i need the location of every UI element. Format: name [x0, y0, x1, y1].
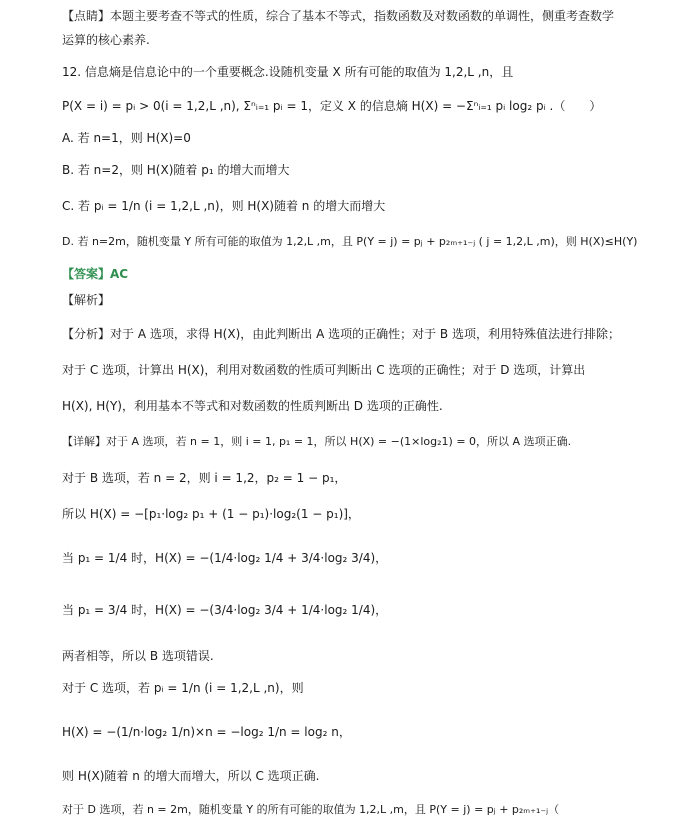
text-line: 【详解】对于 A 选项，若 n = 1，则 i = 1, p₁ = 1，所以 H(X) = −(1×log₂1) = 0，所以 A 选项正确. [62, 435, 572, 448]
text-line: D. 若 n=2m，随机变量 Y 所有可能的取值为 1,2,L ,m，且 P(Y = j) = pⱼ + p₂ₘ₊₁₋ⱼ ( j = 1,2,L ,m)，则 H(X)≤H(Y) [62, 235, 638, 248]
text-line: 两者相等，所以 B 选项错误. [62, 649, 214, 663]
text-line: B. 若 n=2，则 H(X)随着 p₁ 的增大而增大 [62, 163, 290, 177]
text-line: 【点睛】本题主要考查不等式的性质，综合了基本不等式，指数函数及对数函数的单调性，侧重考查数学 [62, 9, 615, 23]
text-line: C. 若 pᵢ = 1/n (i = 1,2,L ,n)，则 H(X)随着 n 的增大而增大 [62, 199, 386, 213]
text-line: 运算的核心素养. [62, 33, 150, 47]
text-line: P(X = i) = pᵢ > 0(i = 1,2,L ,n), Σⁿᵢ₌₁ pᵢ = 1，定义 X 的信息熵 H(X) = −Σⁿᵢ₌₁ pᵢ log₂ pᵢ .（ ） [62, 99, 602, 113]
text-line: A. 若 n=1，则 H(X)=0 [62, 131, 191, 145]
text-line: H(X), H(Y)，利用基本不等式和对数函数的性质判断出 D 选项的正确性. [62, 399, 443, 413]
text-line: 当 p₁ = 1/4 时，H(X) = −(1/4·log₂ 1/4 + 3/4·log₂ 3/4)， [62, 551, 388, 565]
text-line: 【答案】AC [62, 267, 129, 281]
text-line: 对于 D 选项，若 n = 2m，随机变量 Y 的所有可能的取值为 1,2,L ,m，且 P(Y = j) = pⱼ + p₂ₘ₊₁₋ⱼ（ [62, 803, 560, 816]
text-line: 对于 C 选项，若 pᵢ = 1/n (i = 1,2,L ,n)，则 [62, 681, 304, 695]
text-line: 对于 B 选项，若 n = 2，则 i = 1,2，p₂ = 1 − p₁， [62, 471, 347, 485]
text-line: 当 p₁ = 3/4 时，H(X) = −(3/4·log₂ 3/4 + 1/4·log₂ 1/4)， [62, 603, 388, 617]
text-line: 【分析】对于 A 选项，求得 H(X)，由此判断出 A 选项的正确性；对于 B 选项，利用特殊值法进行排除； [62, 327, 620, 341]
text-line: 所以 H(X) = −[p₁·log₂ p₁ + (1 − p₁)·log₂(1 − p₁)]， [62, 507, 360, 521]
text-line: 对于 C 选项，计算出 H(X)，利用对数函数的性质可判断出 C 选项的正确性；对于 D 选项，计算出 [62, 363, 586, 377]
text-line: 则 H(X)随着 n 的增大而增大，所以 C 选项正确. [62, 769, 320, 783]
text-line: H(X) = −(1/n·log₂ 1/n)×n = −log₂ 1/n = log₂ n， [62, 725, 351, 739]
text-line: 12. 信息熵是信息论中的一个重要概念.设随机变量 X 所有可能的取值为 1,2,L ,n，且 [62, 65, 514, 79]
text-line: 【解析】 [62, 293, 111, 307]
